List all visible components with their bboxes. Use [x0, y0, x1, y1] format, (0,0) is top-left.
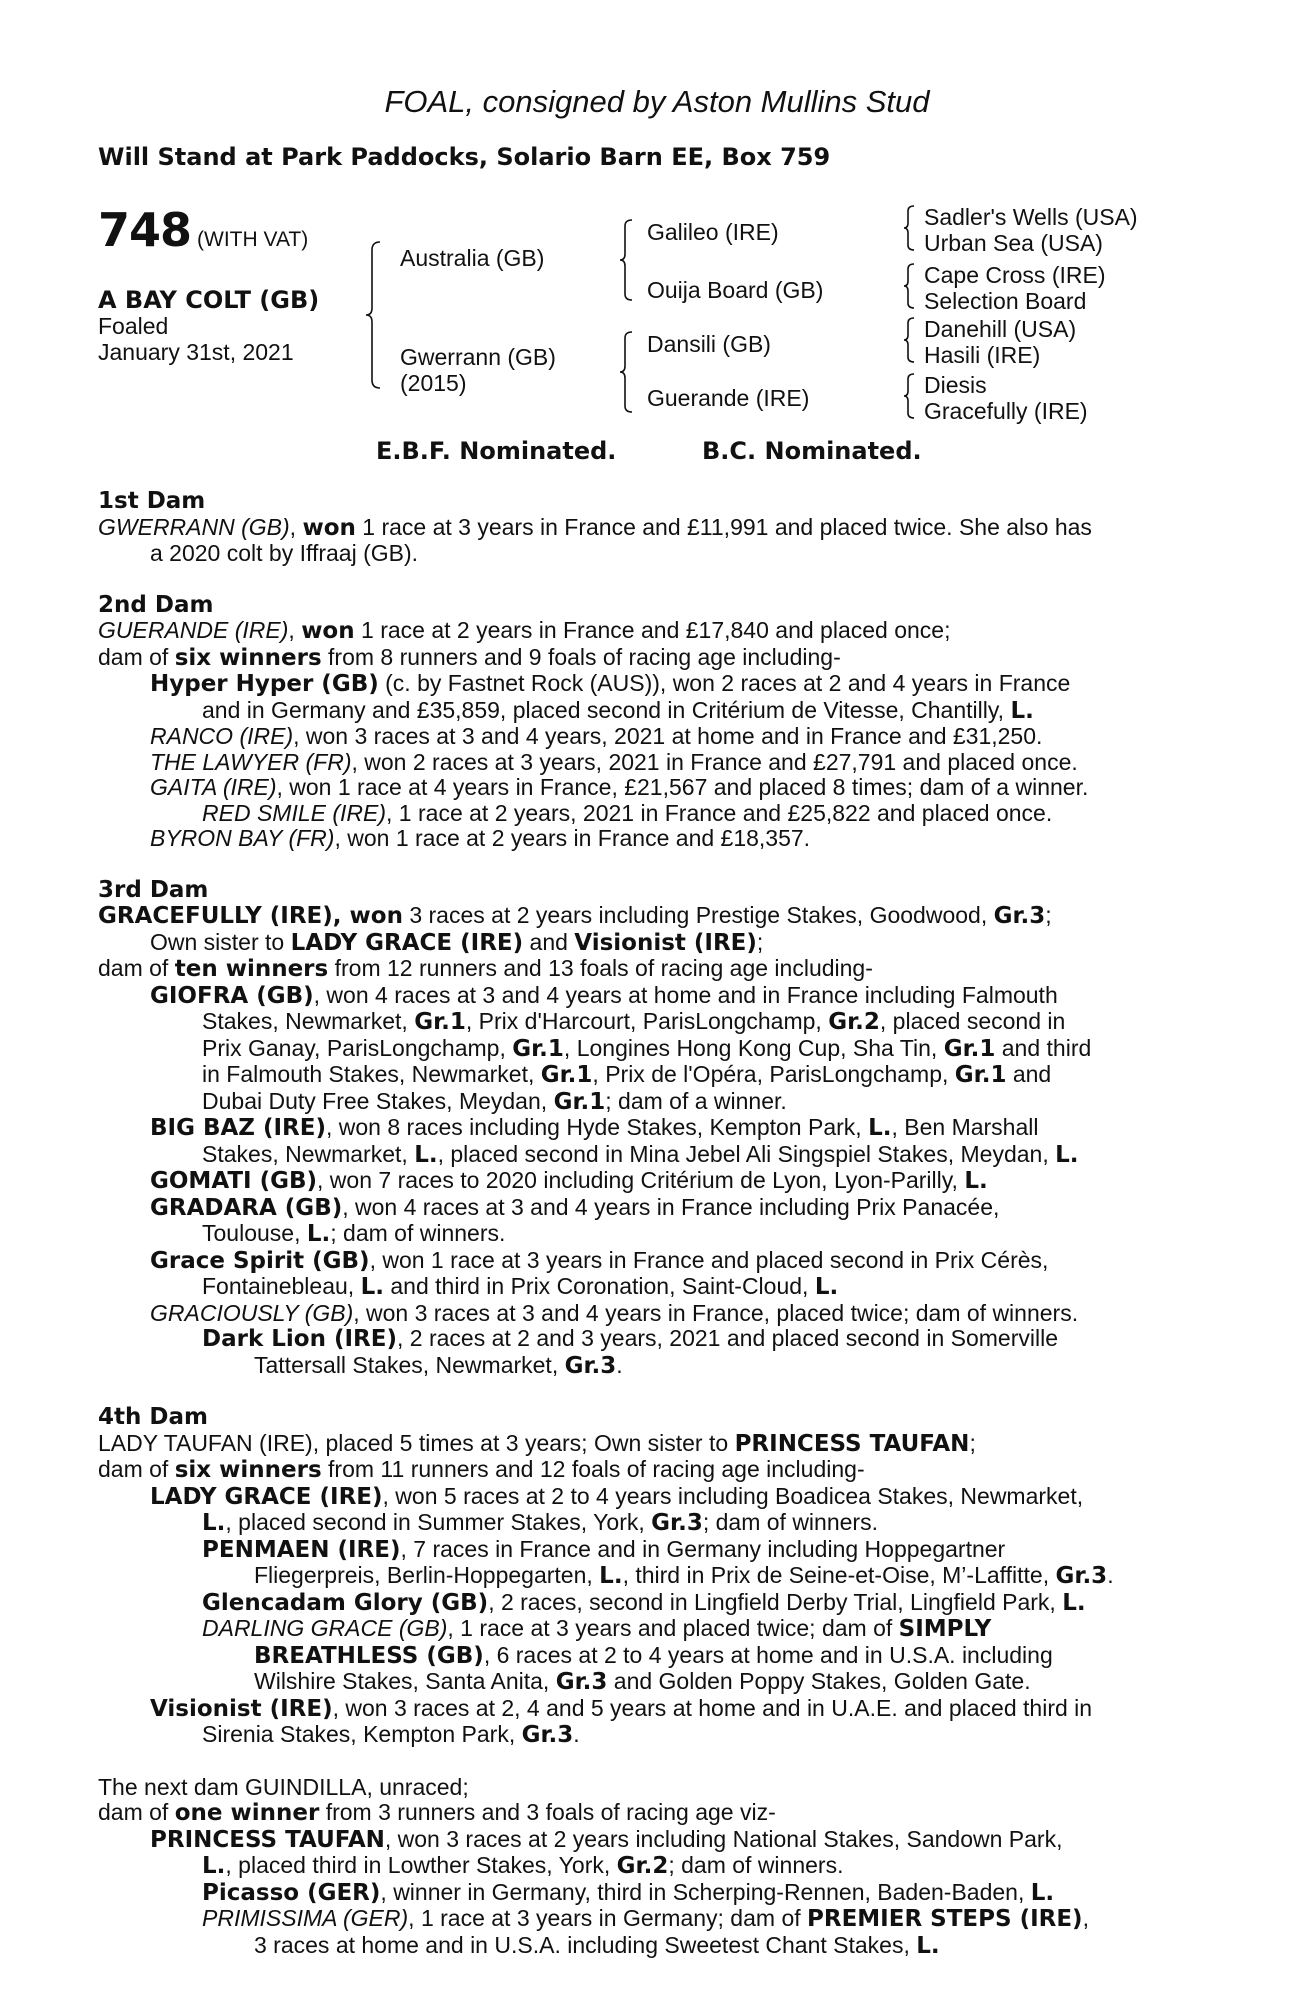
pedigree-brace-main	[364, 240, 384, 390]
third-dam-line: GRACEFULLY (IRE), won 3 races at 2 years including Prestige Stakes, Goodwood, Gr.3;	[98, 902, 1052, 929]
produce-visionist-2: Sirenia Stakes, Kempton Park, Gr.3.	[202, 1721, 580, 1748]
pedigree-dam-name: Gwerrann (GB)	[400, 344, 556, 370]
produce-primissima: PRIMISSIMA (GER), 1 race at 3 years in Germany; dam of PREMIER STEPS (IRE),	[202, 1905, 1089, 1932]
horse-name: A BAY COLT (GB)	[98, 286, 320, 314]
pedigree-sire-sire: Galileo (IRE)	[647, 219, 779, 245]
produce-ranco: RANCO (IRE), won 3 races at 3 and 4 years, 2021 at home and in France and £31,250.	[150, 723, 1043, 749]
pedigree-dsd: Hasili (IRE)	[924, 342, 1041, 368]
produce-giofra-5: Dubai Duty Free Stakes, Meydan, Gr.1; dam of a winner.	[202, 1087, 787, 1115]
horse-info	[98, 287, 319, 365]
pedigree-sire-dam: Ouija Board (GB)	[647, 277, 824, 303]
pedigree-dam	[400, 344, 556, 396]
produce-simply-breathless-2: Wilshire Stakes, Santa Anita, Gr.3 and Golden Poppy Stakes, Golden Gate.	[254, 1668, 1031, 1695]
produce-gomati: GOMATI (GB), won 7 races to 2020 including Critérium de Lyon, Lyon-Parilly, L.	[150, 1167, 988, 1194]
produce-dark-lion-2: Tattersall Stakes, Newmarket, Gr.3.	[254, 1351, 623, 1379]
first-dam-line: GWERRANN (GB), won 1 race at 3 years in France and £11,991 and placed twice. She also has	[98, 513, 1092, 541]
second-dam-produce-line: dam of six winners from 8 runners and 9 foals of racing age including-	[98, 643, 841, 671]
next-dam-line: The next dam GUINDILLA, unraced;	[98, 1773, 469, 1800]
produce-hyper-hyper: Hyper Hyper (GB) (c. by Fastnet Rock (AUS)), won 2 races at 2 and 4 years in France	[150, 670, 1071, 697]
pedigree-brace-sd	[902, 262, 918, 310]
fourth-dam-produce-line: dam of six winners from 11 runners and 12 foals of racing age including-	[98, 1456, 865, 1483]
first-dam-heading: 1st Dam	[98, 488, 206, 514]
produce-penmaen-2: Fliegerpreis, Berlin-Hoppegarten, L., third in Prix de Seine-et-Oise, M’-Laffitte, Gr.3.	[254, 1562, 1114, 1589]
third-dam-produce-line: dam of ten winners from 12 runners and 13 foals of racing age including-	[98, 955, 873, 982]
pedigree-brace-ss	[902, 204, 918, 252]
consignor-heading: FOAL, consigned by Aston Mullins Stud	[384, 84, 930, 119]
dam-section-body	[98, 489, 1206, 1959]
produce-byron-bay: BYRON BAY (FR), won 1 race at 2 years in France and £18,357.	[150, 825, 811, 851]
second-dam-heading: 2nd Dam	[98, 591, 214, 618]
foaled-label: Foaled	[98, 313, 169, 339]
produce-dark-lion: Dark Lion (IRE), 2 races at 2 and 3 years, 2021 and placed second in Somerville	[202, 1325, 1058, 1352]
produce-premier-steps: 3 races at home and in U.S.A. including Sweetest Chant Stakes, L.	[254, 1931, 940, 1959]
pedigree-dss: Danehill (USA)	[924, 316, 1077, 342]
third-dam-heading: 3rd Dam	[98, 876, 209, 903]
lot-number: 748	[98, 203, 192, 257]
produce-gradara: GRADARA (GB), won 4 races at 3 and 4 years in France including Prix Panacée,	[150, 1193, 1000, 1221]
produce-lady-grace: LADY GRACE (IRE), won 5 races at 2 to 4 years including Boadicea Stakes, Newmarket,	[150, 1482, 1084, 1510]
pedigree-dam-sire: Dansili (GB)	[647, 331, 771, 357]
produce-giofra-4: in Falmouth Stakes, Newmarket, Gr.1, Prix de l'Opéra, ParisLongchamp, Gr.1 and	[202, 1061, 1052, 1088]
pedigree-dam-dam: Guerande (IRE)	[647, 385, 810, 411]
pedigree-brace-dam	[618, 330, 636, 414]
produce-grace-spirit-2: Fontainebleau, L. and third in Prix Coronation, Saint-Cloud, L.	[202, 1273, 839, 1300]
produce-giofra-3: Prix Ganay, ParisLongchamp, Gr.1, Longines Hong Kong Cup, Sha Tin, Gr.1 and third	[202, 1034, 1092, 1062]
produce-giofra-2: Stakes, Newmarket, Gr.1, Prix d'Harcourt, ParisLongchamp, Gr.2, placed second in	[202, 1008, 1066, 1035]
pedigree-sire: Australia (GB)	[400, 245, 545, 271]
produce-the-lawyer: THE LAWYER (FR), won 2 races at 3 years, 2021 in France and £27,791 and placed once.	[150, 748, 1078, 775]
produce-simply-breathless: BREATHLESS (GB), 6 races at 2 to 4 years at home and in U.S.A. including	[254, 1641, 1053, 1669]
produce-hyper-hyper-2: and in Germany and £35,859, placed second in Critérium de Vitesse, Chantilly, L.	[202, 696, 1034, 724]
fourth-dam-line: LADY TAUFAN (IRE), placed 5 times at 3 years; Own sister to PRINCESS TAUFAN;	[98, 1429, 976, 1457]
produce-big-baz: BIG BAZ (IRE), won 8 races including Hyde Stakes, Kempton Park, L., Ben Marshall	[150, 1114, 1039, 1141]
ebf-nominated: E.B.F. Nominated.	[376, 437, 617, 465]
bc-nominated: B.C. Nominated.	[702, 437, 922, 465]
first-dam-line-2: a 2020 colt by Iffraaj (GB).	[150, 540, 419, 566]
pedigree-sds: Cape Cross (IRE)	[924, 262, 1106, 288]
produce-princess-taufan: PRINCESS TAUFAN, won 3 races at 2 years including National Stakes, Sandown Park,	[150, 1825, 1063, 1853]
produce-graciously: GRACIOUSLY (GB), won 3 races at 3 and 4 years in France, placed twice; dam of winners.	[150, 1299, 1079, 1326]
produce-giofra: GIOFRA (GB), won 4 races at 3 and 4 years at home and in France including Falmouth	[150, 981, 1058, 1009]
produce-gradara-2: Toulouse, L.; dam of winners.	[202, 1220, 506, 1247]
produce-princess-taufan-2: L., placed third in Lowther Stakes, York, Gr.2; dam of winners.	[202, 1852, 844, 1879]
stand-location: Will Stand at Park Paddocks, Solario Barn EE, Box 759	[98, 143, 831, 171]
third-dam-sister-line: Own sister to LADY GRACE (IRE) and Visionist (IRE);	[150, 928, 764, 956]
fourth-dam-heading: 4th Dam	[98, 1404, 208, 1430]
produce-lady-grace-2: L., placed second in Summer Stakes, York, Gr.3; dam of winners.	[202, 1509, 878, 1536]
pedigree-ddd: Gracefully (IRE)	[924, 398, 1088, 424]
produce-red-smile: RED SMILE (IRE), 1 race at 2 years, 2021 in France and £25,822 and placed once.	[202, 799, 1053, 826]
produce-gaita: GAITA (IRE), won 1 race at 4 years in France, £21,567 and placed 8 times; dam of a winner.	[150, 774, 1089, 800]
produce-visionist: Visionist (IRE), won 3 races at 2, 4 and 5 years at home and in U.A.E. and placed third in	[150, 1694, 1093, 1722]
pedigree-brace-ds	[902, 316, 918, 364]
produce-big-baz-2: Stakes, Newmarket, L., placed second in Mina Jebel Ali Singspiel Stakes, Meydan, L.	[202, 1140, 1079, 1168]
pedigree-dam-year: (2015)	[400, 370, 467, 396]
foaled-date: January 31st, 2021	[98, 339, 294, 365]
pedigree-brace-dd	[902, 372, 918, 420]
lot-block	[98, 203, 308, 257]
pedigree-dds: Diesis	[924, 372, 987, 398]
pedigree-sss: Sadler's Wells (USA)	[924, 204, 1138, 230]
pedigree-brace-sire	[618, 218, 636, 302]
pedigree-sdd: Selection Board	[924, 288, 1087, 314]
produce-glencadam-glory: Glencadam Glory (GB), 2 races, second in Lingfield Derby Trial, Lingfield Park, L.	[202, 1588, 1086, 1616]
vat-note: (WITH VAT)	[197, 228, 309, 251]
next-dam-produce-line: dam of one winner from 3 runners and 3 foals of racing age viz-	[98, 1799, 776, 1826]
produce-penmaen: PENMAEN (IRE), 7 races in France and in Germany including Hoppegartner	[202, 1535, 1006, 1563]
pedigree-ssd: Urban Sea (USA)	[924, 230, 1103, 256]
second-dam-line: GUERANDE (IRE), won 1 race at 2 years in France and £17,840 and placed once;	[98, 617, 951, 644]
produce-darling-grace: DARLING GRACE (GB), 1 race at 3 years and placed twice; dam of SIMPLY	[202, 1615, 992, 1642]
produce-picasso: Picasso (GER), winner in Germany, third in Scherping-Rennen, Baden-Baden, L.	[202, 1878, 1055, 1906]
produce-grace-spirit: Grace Spirit (GB), won 1 race at 3 years in France and placed second in Prix Cérès,	[150, 1246, 1049, 1274]
